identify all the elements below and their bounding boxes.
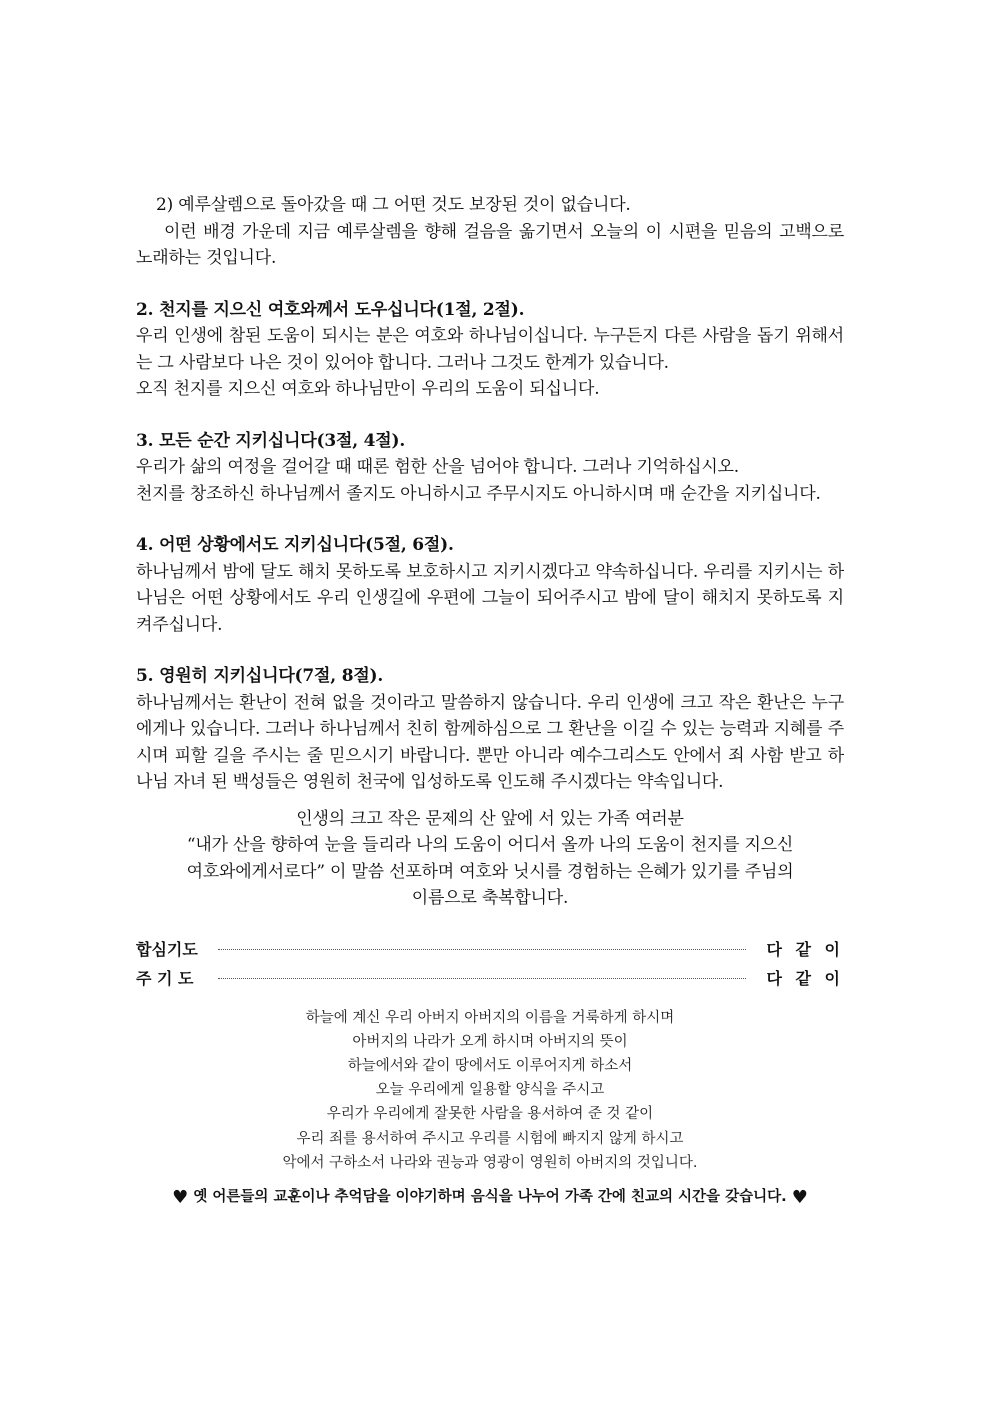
- prayer-label: 주 기 도: [136, 968, 194, 988]
- prayer-row-unison: [136, 934, 844, 963]
- prayer-leader: 다 같 이: [766, 939, 844, 959]
- lords-prayer-line: 우리가 우리에게 잘못한 사람을 용서하여 준 것 같이: [326, 1106, 654, 1123]
- closing-line: 이름으로 축복합니다.: [411, 888, 569, 908]
- prayer-order: [136, 934, 844, 992]
- section-2: [136, 297, 844, 403]
- lords-prayer-line: 우리 죄를 용서하여 주시고 우리를 시험에 빠지지 않게 하시고: [296, 1130, 684, 1147]
- section-paragraph: 우리가 삶의 여정을 걸어갈 때 때론 험한 산을 넘어야 합니다. 그러나 기억하십시오.: [136, 457, 739, 477]
- closing-line: 인생의 크고 작은 문제의 산 앞에 서 있는 가족 여러분: [296, 808, 684, 829]
- section-paragraph: 오직 천지를 지으신 여호와 하나님만이 우리의 도움이 되십니다.: [136, 379, 600, 399]
- prayer-label: 합심기도: [136, 939, 198, 959]
- dotted-leader: [218, 949, 746, 950]
- lords-prayer-line: 오늘 우리에게 일용할 양식을 주시고: [375, 1082, 605, 1099]
- fellowship-text: 옛 어른들의 교훈이나 추억담을 이야기하며 음식을 나누어 가족 간에 친교의 시간을 갖습니다.: [193, 1188, 787, 1205]
- dotted-leader: [218, 978, 746, 979]
- lords-prayer-line: 하늘에서와 같이 땅에서도 이루어지게 하소서: [347, 1057, 633, 1074]
- section-paragraph: 천지를 창조하신 하나님께서 졸지도 아니하시고 주무시지도 아니하시며 매 순간을 지키십니다.: [136, 483, 821, 504]
- prayer-row-lords-prayer: [136, 963, 844, 992]
- lords-prayer-line: 하늘에 계신 우리 아버지 아버지의 이름을 거룩하게 하시며: [305, 1009, 675, 1026]
- section-paragraph: 하나님께서는 환난이 전혀 없을 것이라고 말씀하지 않습니다. 우리 인생에 크고 작은 환난은 누구에게나 있습니다. 그러나 하나님께서 친히 함께하심으로 그 환난을 이길 수 있는 능력과 지혜를 주시며 피할 길을 주시는 줄 믿으시기 바랍니다. 뿐만 아니라 예수그리스도 안에서 죄 사함 받고 하나님 자녀 된 백성들은 영원히 천국에 입성하도록 인도해 주시겠다는 약속입니다.: [136, 692, 844, 792]
- section-title: 2. 천지를 지으신 여호와께서 도우십니다(1절, 2절).: [136, 299, 525, 320]
- section-5: [136, 663, 844, 796]
- document-page: [136, 192, 844, 1208]
- section-3: [136, 428, 844, 508]
- section-paragraph: 우리 인생에 참된 도움이 되시는 분은 여호와 하나님이십니다. 누구든지 다른 사람을 돕기 위해서는 그 사람보다 나은 것이 있어야 합니다. 그러나 그것도 한계가 있습니다.: [136, 326, 844, 373]
- prayer-leader: 다 같 이: [766, 968, 844, 988]
- lords-prayer-text: [136, 1006, 844, 1175]
- fellowship-note: [132, 1185, 848, 1208]
- closing-blessing: [136, 806, 844, 912]
- section-title: 4. 어떤 상황에서도 지키십니다(5절, 6절).: [136, 535, 454, 555]
- heart-icon: ♥: [172, 1186, 189, 1208]
- intro-line-1: 2) 예루살렘으로 돌아갔을 때 그 어떤 것도 보장된 것이 없습니다.: [156, 195, 631, 215]
- lords-prayer-line: 아버지의 나라가 오게 하시며 아버지의 뜻이: [352, 1033, 628, 1050]
- heart-icon: ♥: [791, 1186, 808, 1208]
- section-4: [136, 532, 844, 638]
- section-title: 3. 모든 순간 지키십니다(3절, 4절).: [136, 430, 406, 451]
- section-paragraph: 하나님께서 밤에 달도 해치 못하도록 보호하시고 지키시겠다고 약속하십니다. 우리를 지키시는 하나님은 어떤 상황에서도 우리 인생길에 우편에 그늘이 되어주시고 밤에 달이 해치지 못하도록 지켜주십니다.: [136, 561, 844, 635]
- lords-prayer-line: 악에서 구하소서 나라와 권능과 영광이 영원히 아버지의 것입니다.: [282, 1154, 698, 1171]
- closing-line: 여호와에게서로다” 이 말씀 선포하며 여호와 닛시를 경험하는 은혜가 있기를 주님의: [186, 861, 794, 882]
- section-title: 5. 영원히 지키십니다(7절, 8절).: [136, 666, 384, 686]
- intro-line-2: 이런 배경 가운데 지금 예루살렘을 향해 걸음을 옮기면서 오늘의 이 시편을 믿음의 고백으로 노래하는 것입니다.: [136, 221, 844, 268]
- closing-line: “내가 산을 향하여 눈을 들리라 나의 도움이 어디서 올까 나의 도움이 천지를 지으신: [186, 835, 794, 855]
